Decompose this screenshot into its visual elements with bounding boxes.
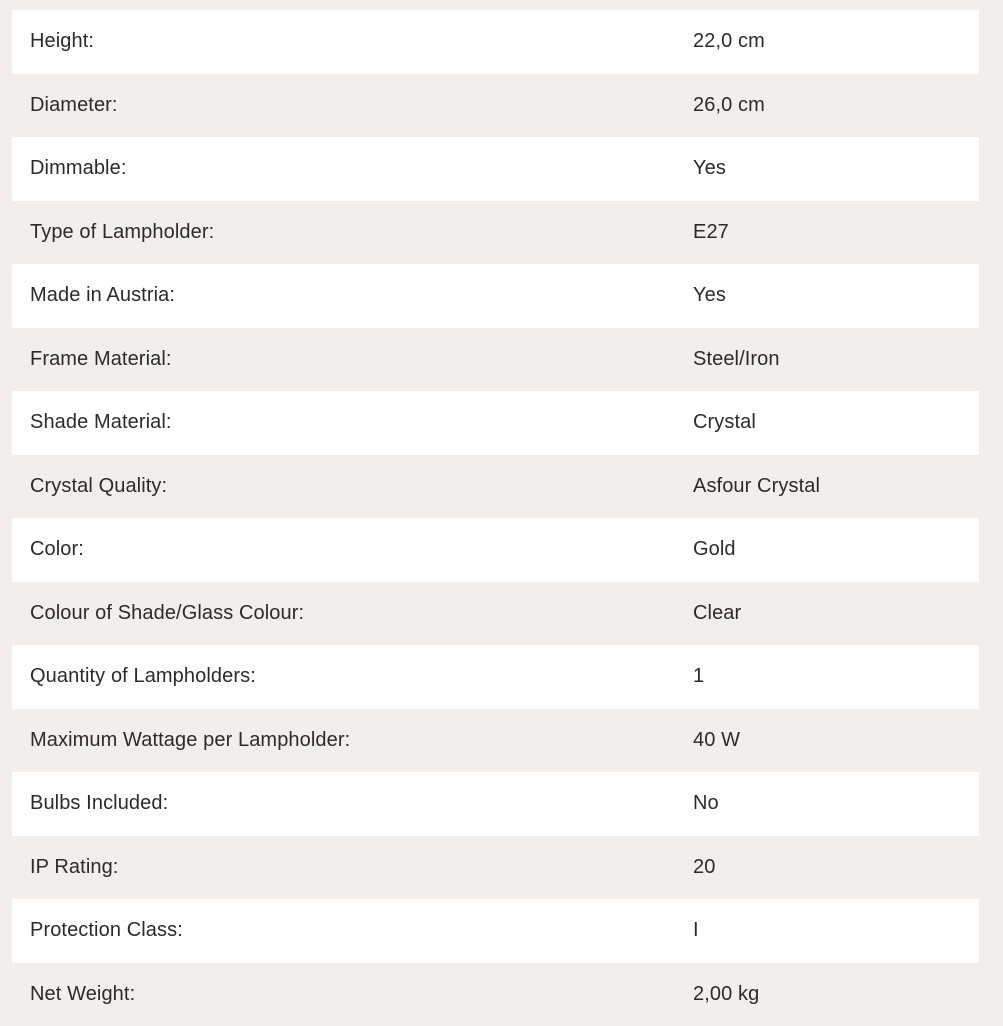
spec-label: Dimmable:	[12, 157, 675, 180]
spec-label: Type of Lampholder:	[12, 221, 675, 244]
spec-label: IP Rating:	[12, 856, 675, 879]
spec-row-shade-material	[12, 391, 979, 455]
spec-value: 2,00 kg	[675, 983, 979, 1006]
spec-row-made-in-austria	[12, 264, 979, 328]
spec-value: I	[675, 919, 979, 942]
spec-row-ip-rating	[12, 836, 979, 900]
spec-row-color	[12, 518, 979, 582]
spec-label: Quantity of Lampholders:	[12, 665, 675, 688]
spec-row-net-weight	[12, 963, 979, 1026]
spec-value: 22,0 cm	[675, 30, 979, 53]
spec-value: Clear	[675, 602, 979, 625]
spec-label: Frame Material:	[12, 348, 675, 371]
spec-value: 20	[675, 856, 979, 879]
spec-row-bulbs-included	[12, 772, 979, 836]
spec-label: Net Weight:	[12, 983, 675, 1006]
spec-label: Height:	[12, 30, 675, 53]
spec-value: Gold	[675, 538, 979, 561]
spec-label: Shade Material:	[12, 411, 675, 434]
spec-label: Colour of Shade/Glass Colour:	[12, 602, 675, 625]
spec-row-dimmable	[12, 137, 979, 201]
spec-value: Crystal	[675, 411, 979, 434]
product-specifications-table	[12, 10, 979, 1026]
spec-value: Steel/Iron	[675, 348, 979, 371]
spec-row-frame-material	[12, 328, 979, 392]
spec-value: No	[675, 792, 979, 815]
spec-row-protection-class	[12, 899, 979, 963]
spec-row-height	[12, 10, 979, 74]
spec-row-shade-colour	[12, 582, 979, 646]
spec-value: Asfour Crystal	[675, 475, 979, 498]
spec-value: 26,0 cm	[675, 94, 979, 117]
spec-row-diameter	[12, 74, 979, 138]
spec-label: Bulbs Included:	[12, 792, 675, 815]
spec-value: 1	[675, 665, 979, 688]
spec-row-max-wattage	[12, 709, 979, 773]
spec-row-crystal-quality	[12, 455, 979, 519]
spec-value: Yes	[675, 157, 979, 180]
spec-label: Maximum Wattage per Lampholder:	[12, 729, 675, 752]
spec-value: 40 W	[675, 729, 979, 752]
spec-row-lampholder-type	[12, 201, 979, 265]
spec-label: Diameter:	[12, 94, 675, 117]
spec-row-lampholder-quantity	[12, 645, 979, 709]
spec-label: Made in Austria:	[12, 284, 675, 307]
spec-label: Color:	[12, 538, 675, 561]
spec-value: E27	[675, 221, 979, 244]
spec-label: Crystal Quality:	[12, 475, 675, 498]
spec-label: Protection Class:	[12, 919, 675, 942]
spec-value: Yes	[675, 284, 979, 307]
